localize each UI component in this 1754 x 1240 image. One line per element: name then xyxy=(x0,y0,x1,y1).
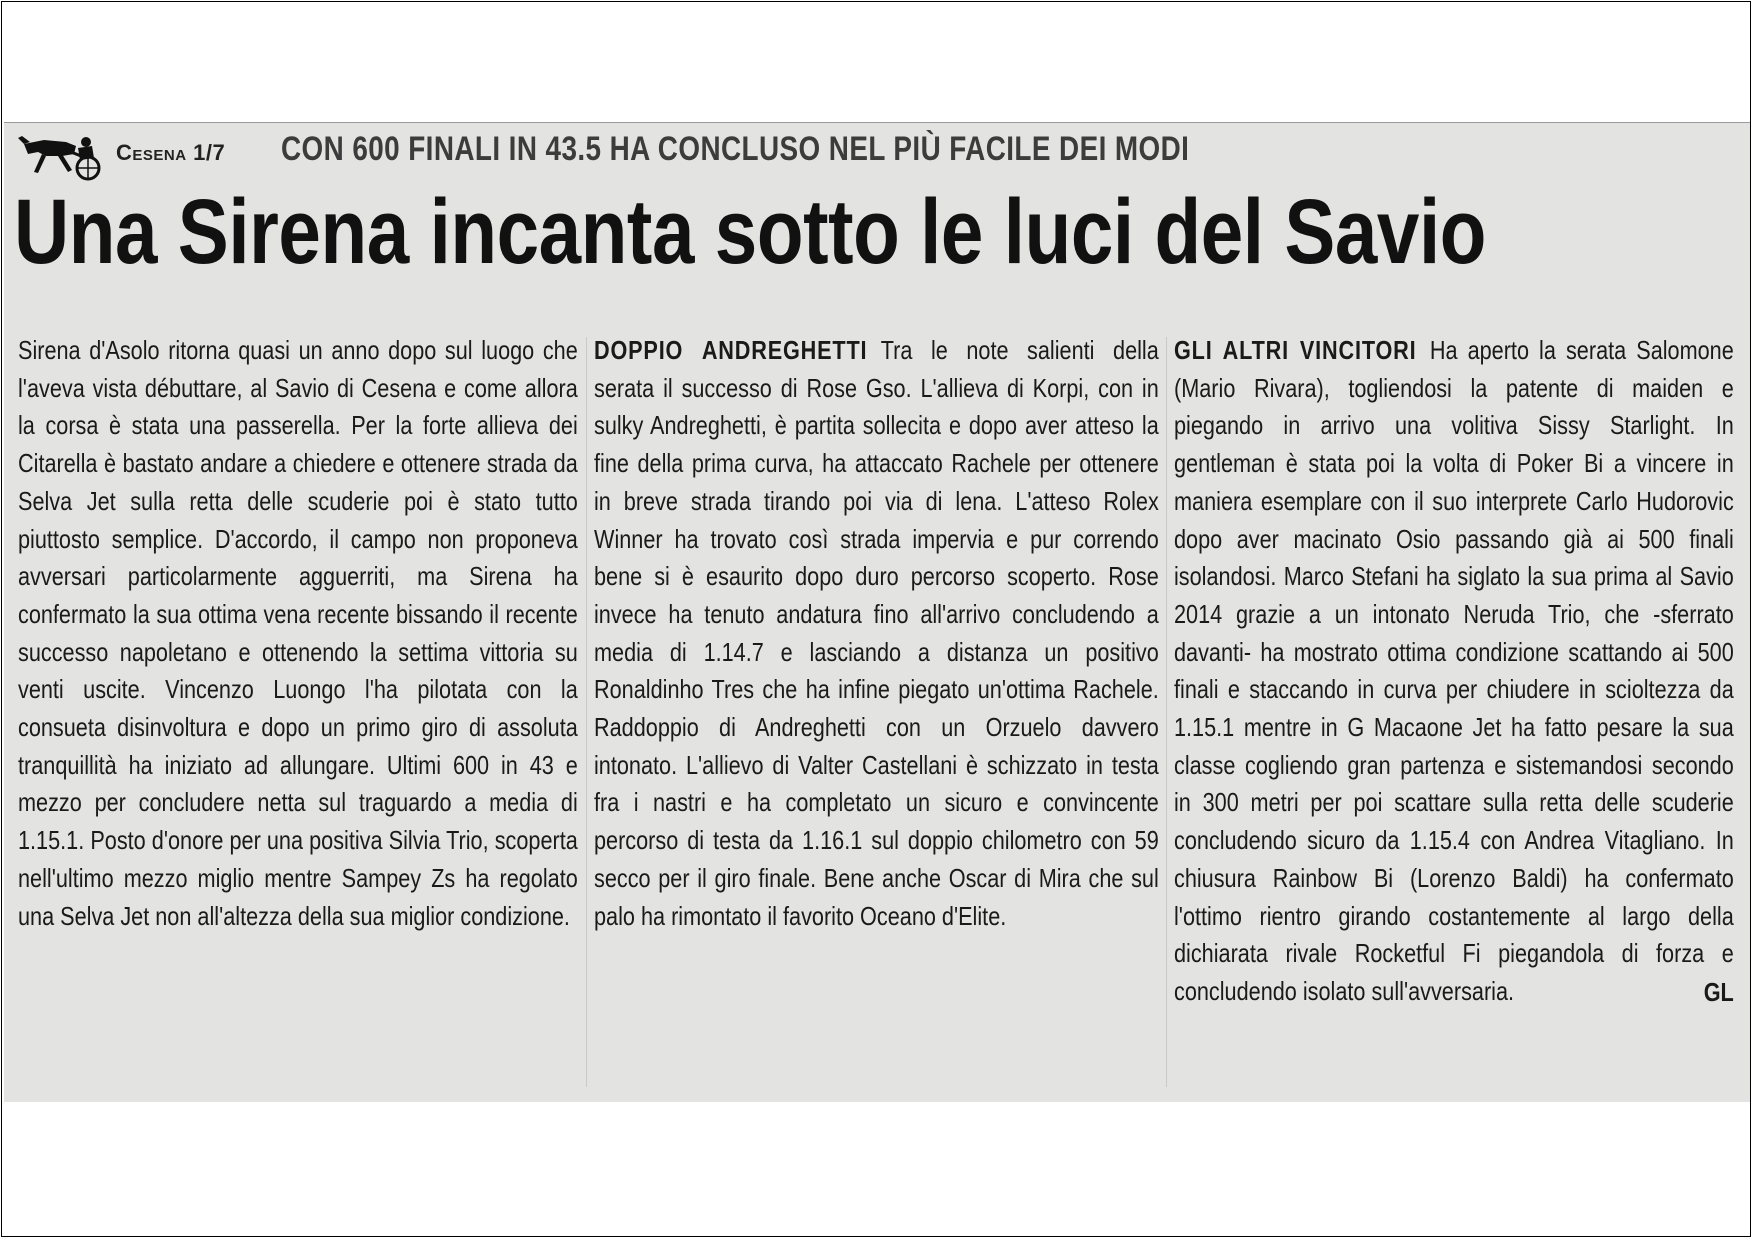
headline: Una Sirena incanta sotto le luci del Savio xyxy=(14,181,1487,283)
kicker-row xyxy=(16,128,1736,178)
harness-racing-sulky-icon xyxy=(16,132,108,182)
column-3-subhead: GLI ALTRI VINCITORI xyxy=(1174,335,1417,365)
column-2-subhead: DOPPIO ANDREGHETTI xyxy=(594,335,868,365)
column-1-text: Sirena d'Asolo ritorna quasi un anno dopo sul luogo che l'aveva vista débuttare, al Savio di Cesena e come allora la corsa è stata una passerella. Per la forte allieva dei Citarella è bastato andare a chiedere e ottenere strada da Selva Jet sulla retta delle scuderie poi è stato tutto piuttosto semplice. D'accordo, il campo non proponeva avversari particolarmente agguerriti, ma Sirena ha confermato la sua ottima vena recente bissando il recente successo napoletano e ottenendo la settima vittoria su venti uscite. Vincenzo Luongo l'ha pilotata con la consueta disinvoltura e dopo un primo giro di assoluta tranquillità ha iniziato ad allungare. Ultimi 600 in 43 e mezzo per concludere netta sul traguardo a media di 1.15.1. Posto d'onore per una positiva Silvia Trio, scoperta nell'ultimo mezzo miglio mentre Sampey Zs ha regolato una Selva Jet non all'altezza della sua miglior condizione. xyxy=(18,335,578,931)
column-2-body: Tra le note salienti della serata il successo di Rose Gso. L'allieva di Korpi, con in sulky Andreghetti, è partita sollecita e dopo aver atteso la fine della prima curva, ha attaccato Rachele per ottenere in breve strada tirando poi via di lena. L'atteso Rolex Winner ha trovato così strada impervia e pur correndo bene si è esaurito dopo duro percorso scoperto. Rose invece ha tenuto andatura fino all'arrivo concludendo a media di 1.14.7 e lasciando a distanza un positivo Ronaldinho Tres che ha infine piegato un'ottima Rachele. Raddoppio di Andreghetti con un Orzuelo davvero intonato. L'allievo di Valter Castellani è schizzato in testa fra i nastri e ha completato un sicuro e convincente percorso di testa da 1.16.1 sul doppio chilometro con 59 secco per il giro finale. Bene anche Oscar di Mira che sul palo ha rimontato il favorito Oceano d'Elite. xyxy=(594,335,1159,931)
column-3 xyxy=(1174,332,1734,1102)
kicker: CON 600 FINALI IN 43.5 HA CONCLUSO NEL PIÙ FACILE DEI MODI xyxy=(281,130,1190,168)
newspaper-clipping xyxy=(4,122,1750,1102)
column-divider xyxy=(1166,337,1167,1087)
column-1 xyxy=(18,332,578,1102)
column-3-body: Ha aperto la serata Salomone (Mario Rivara), togliendosi la patente di maiden e piegando in arrivo una volitiva Sissy Starlight. In gentleman è stata poi la volta di Poker Bi a vincere in maniera esemplare con il suo interprete Carlo Hudorovic dopo aver macinato Osio passando già ai 500 finali isolandosi. Marco Stefani ha siglato la sua prima al Savio 2014 grazie a un intonato Neruda Trio, che -sferrato davanti- ha mostrato ottima condizione scattando ai 500 finali e staccando in curva per chiudere in scioltezza da 1.15.1 mentre in G Macaone Jet ha fatto pesare la sua classe cogliendo gran partenza e sistemandosi secondo in 300 metri per poi scattare sulla retta delle scuderie concludendo sicuro da 1.15.4 con Andrea Vitagliano. In chiusura Rainbow Bi (Lorenzo Baldi) ha confermato l'ottimo rientro girando costantemente al largo della dichiarata rivale Rocketful Fi piegandola di forza e concludendo isolato sull'avversaria. xyxy=(1174,335,1734,1006)
column-divider xyxy=(586,337,587,1087)
column-2 xyxy=(594,332,1159,1102)
column-3-text xyxy=(1174,332,1734,1011)
author-signature: GL xyxy=(1703,976,1734,1007)
location-date: Cesena 1/7 xyxy=(116,140,226,165)
clipping-top-edge xyxy=(4,122,1750,123)
column-2-text xyxy=(594,332,1159,935)
